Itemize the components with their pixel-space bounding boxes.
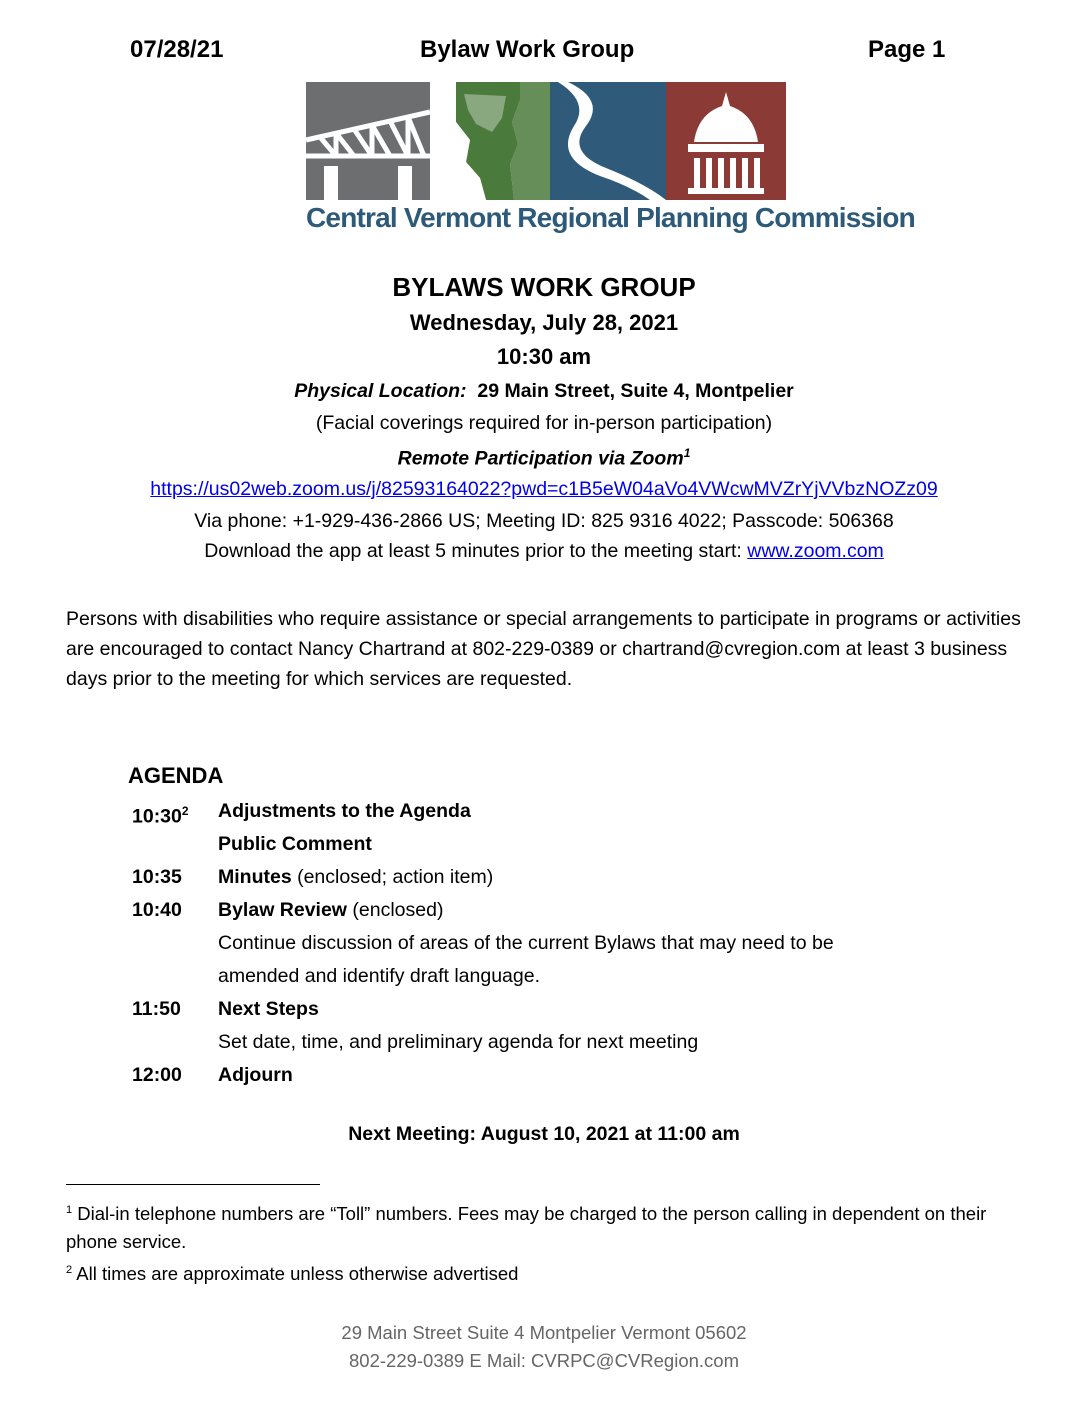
agenda-description: [218, 996, 998, 1022]
footnote-divider: [66, 1184, 320, 1185]
agenda-time-value: 12:00: [132, 1064, 182, 1086]
agenda-time: [132, 1062, 216, 1088]
agenda-item: [132, 897, 992, 930]
remote-participation: [0, 446, 1088, 471]
meeting-date: Wednesday, July 28, 2021: [409, 310, 679, 335]
agenda-item-title: Next Steps: [218, 998, 319, 1020]
agenda-time-value: 11:50: [132, 998, 181, 1020]
agenda-time: [132, 996, 216, 1022]
download-note: [0, 540, 1088, 563]
header-date: 07/28/21: [130, 36, 224, 63]
remote-label: Remote Participation via Zoom: [397, 447, 684, 470]
agenda-description: [218, 864, 998, 890]
agenda-description: [218, 798, 998, 824]
zoom-website-link[interactable]: www.zoom.com: [747, 540, 884, 562]
agenda-heading: AGENDA: [128, 763, 224, 788]
agenda-item: [132, 1029, 992, 1062]
agenda-time-value: 10:35: [132, 866, 182, 888]
agenda-time-value: 10:40: [132, 899, 182, 921]
accessibility-paragraph: Persons with disabilities who require assistance or special arrangements to participate in programs or activities are encouraged to contact Nancy Chartrand at 802-229-0389 or chartrand@cvregion.com at least 3 business days prior to the meeting for which services are requested.: [66, 608, 1021, 690]
agenda-item: [132, 864, 992, 897]
footer-address: 29 Main Street Suite 4 Montpelier Vermont 05602: [341, 1322, 747, 1343]
agenda-item-detail: amended and identify draft language.: [218, 965, 540, 987]
header-group: Bylaw Work Group: [420, 36, 635, 63]
agenda-time: [132, 897, 216, 923]
agenda-item: [132, 1062, 992, 1095]
header-page-number: Page 1: [868, 36, 946, 63]
agenda-item: [132, 831, 992, 864]
agenda-item-title: Public Comment: [218, 833, 372, 855]
agenda-description: [218, 963, 998, 989]
meeting-title: BYLAWS WORK GROUP: [392, 272, 696, 302]
footnote-text: Dial-in telephone numbers are “Toll” numbers. Fees may be charged to the person calling in dependent on their phone service.: [66, 1203, 987, 1253]
agenda-item: [132, 963, 992, 996]
footnote: [66, 1256, 1026, 1288]
meeting-time: 10:30 am: [496, 344, 592, 369]
location-label: Physical Location:: [294, 380, 467, 402]
agenda-time: [132, 798, 216, 830]
agenda-time: [132, 864, 216, 890]
physical-location: [0, 380, 1088, 403]
phone-details: Via phone: +1-929-436-2866 US; Meeting ID: 825 9316 4022; Passcode: 506368: [194, 510, 894, 532]
footnote-number: 1: [66, 1204, 73, 1216]
agenda-item-detail: Set date, time, and preliminary agenda for next meeting: [218, 1031, 699, 1053]
agenda-item-detail: Continue discussion of areas of the current Bylaws that may need to be: [218, 932, 834, 954]
footnote-number: 2: [66, 1264, 73, 1277]
location-address: 29 Main Street, Suite 4, Montpelier: [477, 380, 794, 402]
logo-text: Central Vermont Regional Planning Commission: [306, 202, 915, 233]
agenda-time-value: 10:30: [132, 805, 182, 828]
footnote-text: All times are approximate unless otherwise advertised: [72, 1263, 519, 1285]
agenda-item: [132, 798, 992, 831]
footnote: [66, 1196, 1026, 1256]
next-meeting: Next Meeting: August 10, 2021 at 11:00 am: [348, 1123, 740, 1145]
agenda-item-title: Minutes: [218, 866, 292, 888]
facial-covering-note: (Facial coverings required for in-person participation): [315, 412, 773, 434]
page-header: [0, 36, 1088, 68]
agenda-item-title: Adjourn: [218, 1064, 293, 1086]
zoom-link[interactable]: https://us02web.zoom.us/j/82593164022?pwd=c1B5eW04aVo4VWcwMVZrYjVVbzNOZz09: [150, 478, 938, 500]
footnote-ref-2: 2: [181, 804, 189, 818]
agenda-description: [218, 1029, 998, 1055]
download-text: Download the app at least 5 minutes prior to the meeting start:: [204, 540, 748, 562]
agenda-description: [218, 831, 998, 857]
agenda-list: [132, 798, 992, 1095]
agenda-description: [218, 930, 998, 956]
cvrpc-logo: [306, 82, 915, 244]
agenda-description: [218, 897, 998, 923]
agenda-item-title: Bylaw Review: [218, 899, 347, 921]
agenda-item: [132, 930, 992, 963]
logo-graphic: [306, 82, 786, 200]
footer-contact: 802-229-0389 E Mail: CVRPC@CVRegion.com: [349, 1350, 739, 1371]
footnote-ref-1: 1: [683, 446, 691, 460]
footnotes: [66, 1196, 1026, 1288]
agenda-item: [132, 996, 992, 1029]
agenda-item-note: (enclosed): [346, 899, 444, 921]
agenda-item-title: Adjustments to the Agenda: [218, 800, 471, 822]
agenda-description: [218, 1062, 998, 1088]
agenda-item-note: (enclosed; action item): [291, 866, 494, 888]
